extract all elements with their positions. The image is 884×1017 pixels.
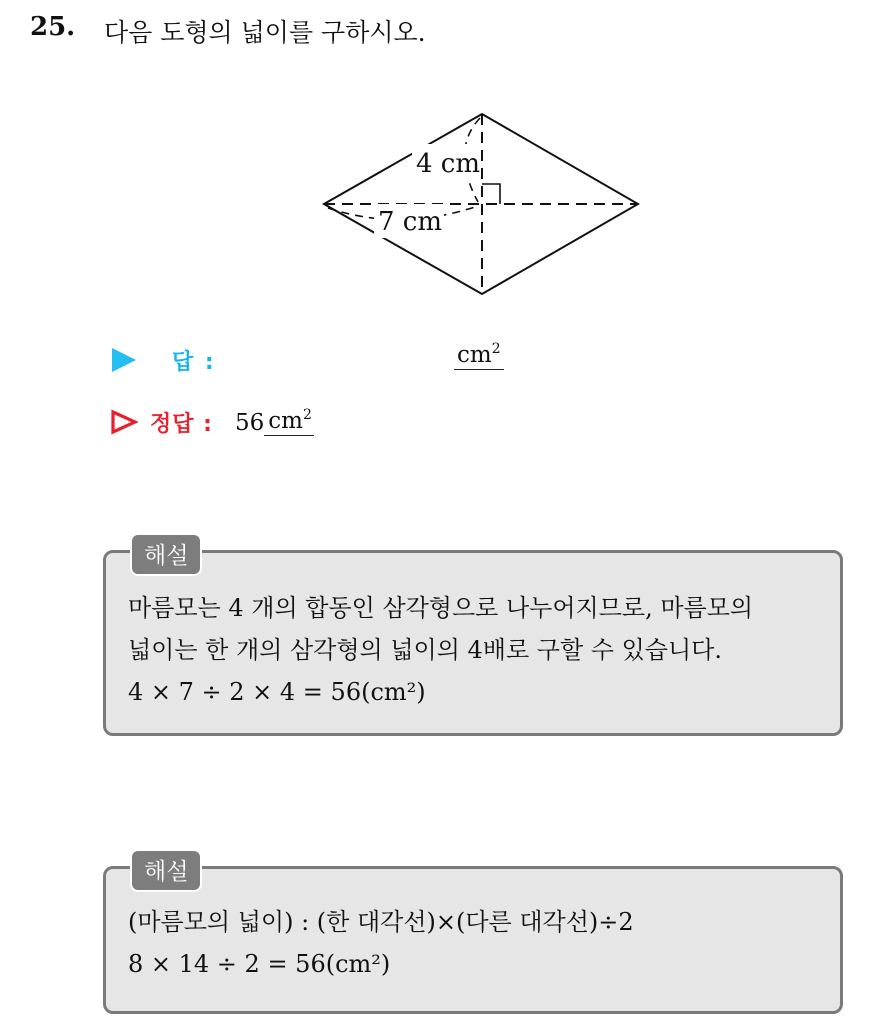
correct-answer-number: 56 (234, 409, 265, 436)
explanation-line: 넓이는 한 개의 삼각형의 넓이의 4배로 구할 수 있습니다. (128, 636, 722, 664)
answer-unit: cm (457, 342, 492, 368)
explanation-tag: 해설 (130, 849, 202, 892)
play-icon (112, 348, 136, 372)
explanation-line: (마름모의 넓이) : (한 대각선)×(다른 대각선)÷2 (128, 908, 634, 936)
explanation-box-2 (103, 859, 843, 1014)
explanation-box-1 (103, 543, 843, 736)
correct-answer-unit-exponent: 2 (302, 406, 312, 423)
rhombus-diagram (300, 100, 660, 310)
right-angle-mark (482, 184, 500, 204)
explanation-tag: 해설 (130, 533, 202, 576)
explanation-formula: 8 × 14 ÷ 2 = 56(cm²) (128, 950, 391, 978)
width-label: 7 cm (378, 207, 443, 237)
question-text: 다음 도형의 넓이를 구하시오. (104, 18, 426, 47)
answer-label: 답 : (172, 349, 216, 375)
explanation-formula: 4 × 7 ÷ 2 × 4 = 56(cm²) (128, 678, 426, 706)
explanation-line: 마름모는 4 개의 합동인 삼각형으로 나누어지므로, 마름모의 (128, 594, 754, 622)
question-number: 25. (30, 12, 76, 42)
answer-row (112, 340, 216, 380)
correct-answer-row (110, 402, 314, 442)
correct-answer-unit-wrap (264, 406, 314, 436)
correct-answer-label: 정답 : (150, 411, 213, 437)
play-outline-icon (110, 409, 138, 435)
explanation-body (128, 587, 828, 713)
explanation-body (128, 901, 828, 985)
rhombus-figure (300, 100, 660, 310)
answer-field[interactable] (454, 343, 504, 370)
height-label: 4 cm (416, 149, 481, 179)
correct-answer-unit: cm (268, 407, 303, 434)
correct-answer-value (234, 406, 314, 436)
answer-unit-exponent: 2 (491, 341, 501, 357)
